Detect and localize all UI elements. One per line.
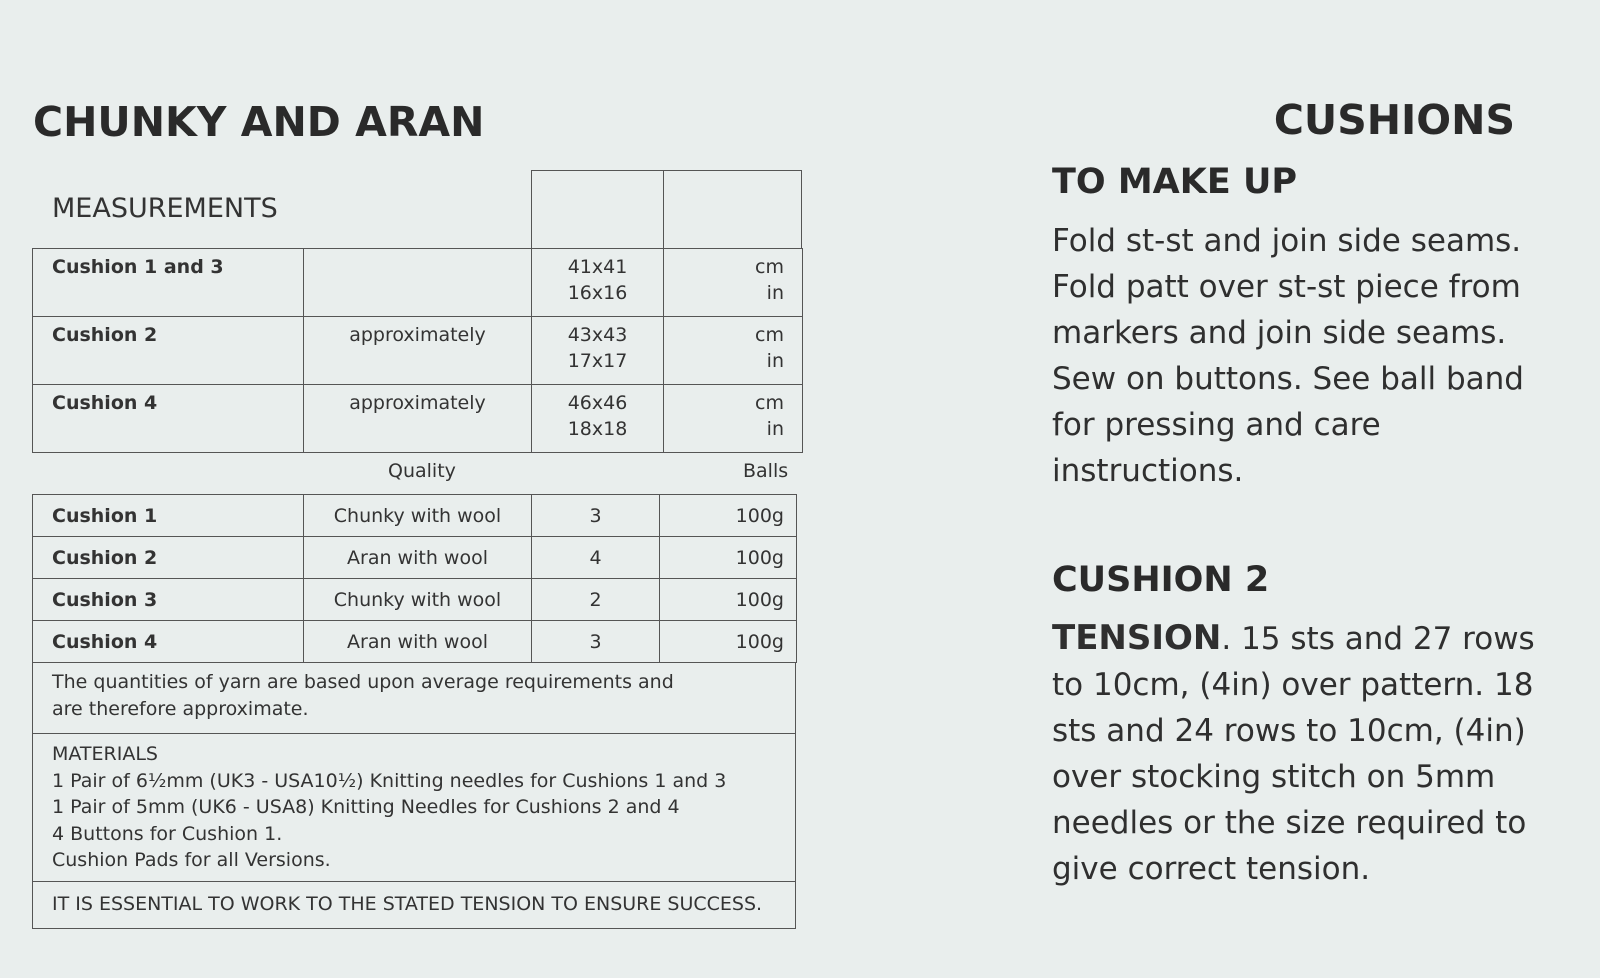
size-note: approximately [304,385,532,453]
table-row [33,249,803,317]
ball-weight: 100g [660,579,797,621]
size-note: approximately [304,317,532,385]
ball-count: 2 [532,579,660,621]
make-up-heading: TO MAKE UP [1052,162,1298,202]
yarn-quality: Aran with wool [304,537,532,579]
page-title: CUSHIONS [1273,96,1515,144]
unit-in: in [766,350,784,372]
table-row [33,495,797,537]
unit-cm: cm [755,324,784,346]
unit-cm: cm [755,256,784,278]
tension-label: TENSION [1052,618,1222,658]
cushion-name: Cushion 2 [33,537,304,579]
size-in: 18x18 [567,418,628,440]
quality-header: Quality [388,460,456,482]
cushion-name: Cushion 3 [33,579,304,621]
yarn-note-line: are therefore approximate. [52,698,309,720]
unit-in: in [766,418,784,440]
tension-warning [32,881,796,929]
yarn-note-line: The quantities of yarn are based upon average requirements and [52,671,674,693]
ball-weight: 100g [660,537,797,579]
materials-line: 1 Pair of 6½mm (UK3 - USA10½) Knitting needles for Cushions 1 and 3 [52,769,727,792]
materials-line: 1 Pair of 5mm (UK6 - USA8) Knitting Needles for Cushions 2 and 4 [52,796,680,818]
cushion-name: Cushion 4 [33,385,304,453]
ball-count: 3 [532,495,660,537]
ball-count: 3 [532,621,660,663]
yarn-note [32,663,796,734]
cushion-name: Cushion 1 and 3 [33,249,304,317]
size-note [304,249,532,317]
table-row [33,579,797,621]
materials-box [32,733,796,882]
materials-title: MATERIALS [52,743,158,765]
size-cm: 41x41 [567,256,628,278]
measurements-label: MEASUREMENTS [52,193,278,224]
measurement-header-cell [663,170,802,249]
cushion2-heading: CUSHION 2 [1052,560,1270,600]
table-row [33,621,797,663]
cushion-name: Cushion 4 [33,621,304,663]
tension-warning-text: IT IS ESSENTIAL TO WORK TO THE STATED TENSION TO ENSURE SUCCESS. [52,893,763,915]
size-in: 17x17 [567,350,628,372]
cushion-name: Cushion 2 [33,317,304,385]
unit-in: in [766,282,784,304]
yarn-quality: Chunky with wool [304,579,532,621]
ball-weight: 100g [660,495,797,537]
materials-line: Cushion Pads for all Versions. [52,849,331,871]
section-title: CHUNKY AND ARAN [33,98,485,146]
yarn-table [32,494,797,663]
yarn-quality: Aran with wool [304,621,532,663]
table-row [33,317,803,385]
table-row [33,385,803,453]
unit-cm: cm [755,392,784,414]
measurement-header-cell [531,170,664,249]
cushion-name: Cushion 1 [33,495,304,537]
measurements-table [32,248,803,453]
size-in: 16x16 [567,282,628,304]
table-row [33,537,797,579]
make-up-text: Fold st-st and join side seams. Fold patt over st-st piece from markers and join side seams. Sew on buttons. See ball band for pressing and care instructions. [1052,223,1524,489]
tension-text: . 15 sts and 27 rows to 10cm, (4in) over pattern. 18 sts and 24 rows to 10cm, (4in) over stocking stitch on 5mm needles or the size required to give correct tension. [1052,621,1535,887]
balls-header: Balls [743,460,789,482]
tension-paragraph [1052,615,1542,892]
ball-count: 4 [532,537,660,579]
materials-line: 4 Buttons for Cushion 1. [52,822,283,845]
size-cm: 43x43 [567,324,628,346]
yarn-quality: Chunky with wool [304,495,532,537]
size-cm: 46x46 [567,392,628,414]
ball-weight: 100g [660,621,797,663]
